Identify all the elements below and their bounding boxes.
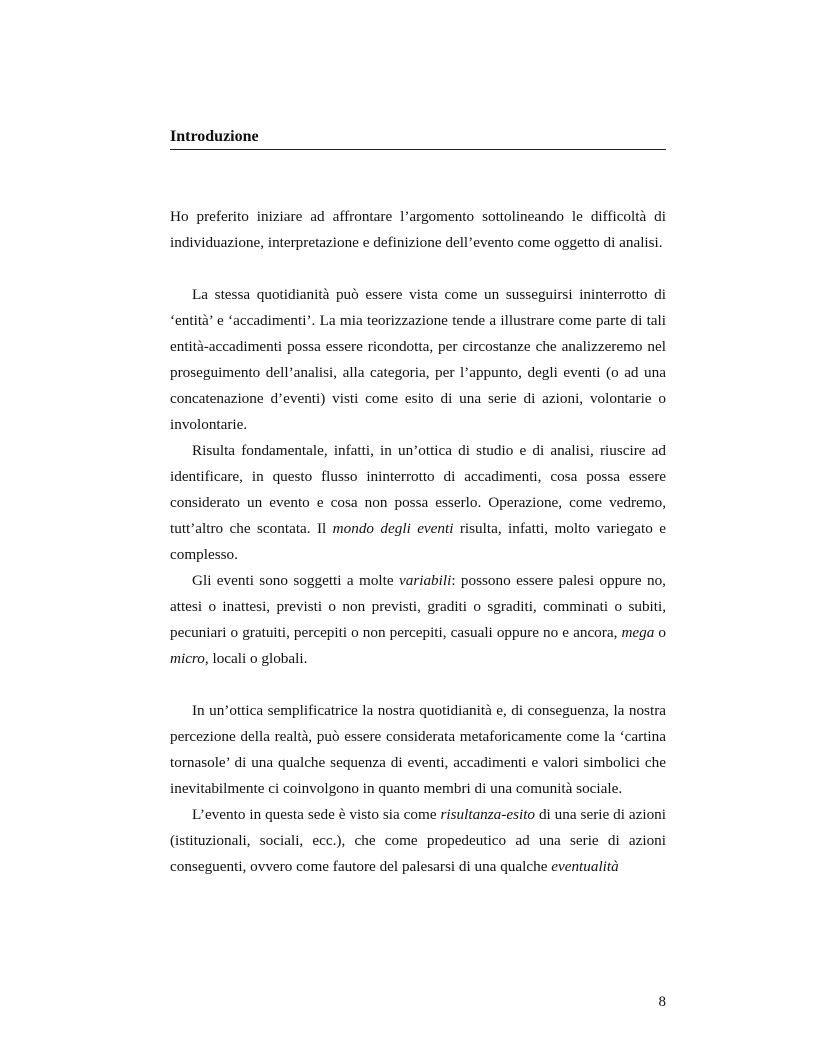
heading-underline: [170, 149, 666, 150]
italic-term: variabili: [399, 572, 452, 589]
text-segment: di una serie di azioni (istituzionali, sociali, ecc.), che come propedeutico ad una serie di azioni conseguenti, ovvero come fautore del palesarsi di una qualche: [170, 806, 666, 875]
paragraph-3: [170, 438, 666, 568]
italic-term: eventualità: [551, 858, 619, 875]
text-segment: Ho preferito iniziare ad affrontare l’argomento sottolineando le difficoltà di individuazione, interpretazione e definizione dell’evento come oggetto di analisi.: [170, 208, 666, 251]
text-segment: La stessa quotidianità può essere vista come un susseguirsi ininterrotto di ‘entità’ e ‘accadimenti’. La mia teorizzazione tende a illustrare come parte di tali entità-accadimenti possa essere ricondotta, per circostanze che analizzeremo nel proseguimento dell’analisi, alla categoria, per l’appunto, degli eventi (o ad una concatenazione d’eventi) visti come esito di una serie di azioni, volontarie o involontarie.: [170, 286, 666, 433]
text-segment: , locali o globali.: [204, 650, 308, 667]
paragraph-4: [170, 568, 666, 672]
paragraph-2: [170, 282, 666, 438]
text-segment: : possono essere palesi oppure no, attesi o inattesi, previsti o non previsti, graditi o sgraditi, comminati o subiti, pecuniari o gratuiti, percepiti o non percepiti, casuali oppure no e ancora,: [170, 572, 666, 641]
italic-term: mondo degli eventi: [332, 520, 454, 537]
italic-term: risultanza-esito: [440, 806, 536, 823]
italic-term: mega: [621, 624, 655, 641]
italic-term: micro: [170, 650, 205, 667]
section-heading: Introduzione: [170, 128, 259, 145]
paragraph-5: [170, 698, 666, 802]
text-segment: risulta, infatti, molto variegato e complesso.: [170, 520, 666, 563]
page-number: 8: [658, 994, 666, 1010]
body-text: [170, 204, 666, 880]
text-segment: Gli eventi sono soggetti a molte: [192, 572, 399, 589]
paragraph-6: [170, 802, 666, 880]
text-segment: Risulta fondamentale, infatti, in un’ottica di studio e di analisi, riuscire ad identificare, in questo flusso ininterrotto di accadimenti, cosa possa essere considerato un evento e cosa non possa esserlo. Operazione, come vedremo, tutt’altro che scontata. Il: [170, 442, 666, 537]
text-segment: In un’ottica semplificatrice la nostra quotidianità e, di conseguenza, la nostra percezione della realtà, può essere considerata metaforicamente come la ‘cartina tornasole’ di una qualche sequenza di eventi, accadimenti e valori simbolici che inevitabilmente ci coinvolgono in quanto membri di una comunità sociale.: [170, 702, 666, 797]
text-segment: L’evento in questa sede è visto sia come: [192, 806, 441, 823]
text-segment: o: [654, 624, 666, 641]
paragraph-1: [170, 204, 666, 256]
